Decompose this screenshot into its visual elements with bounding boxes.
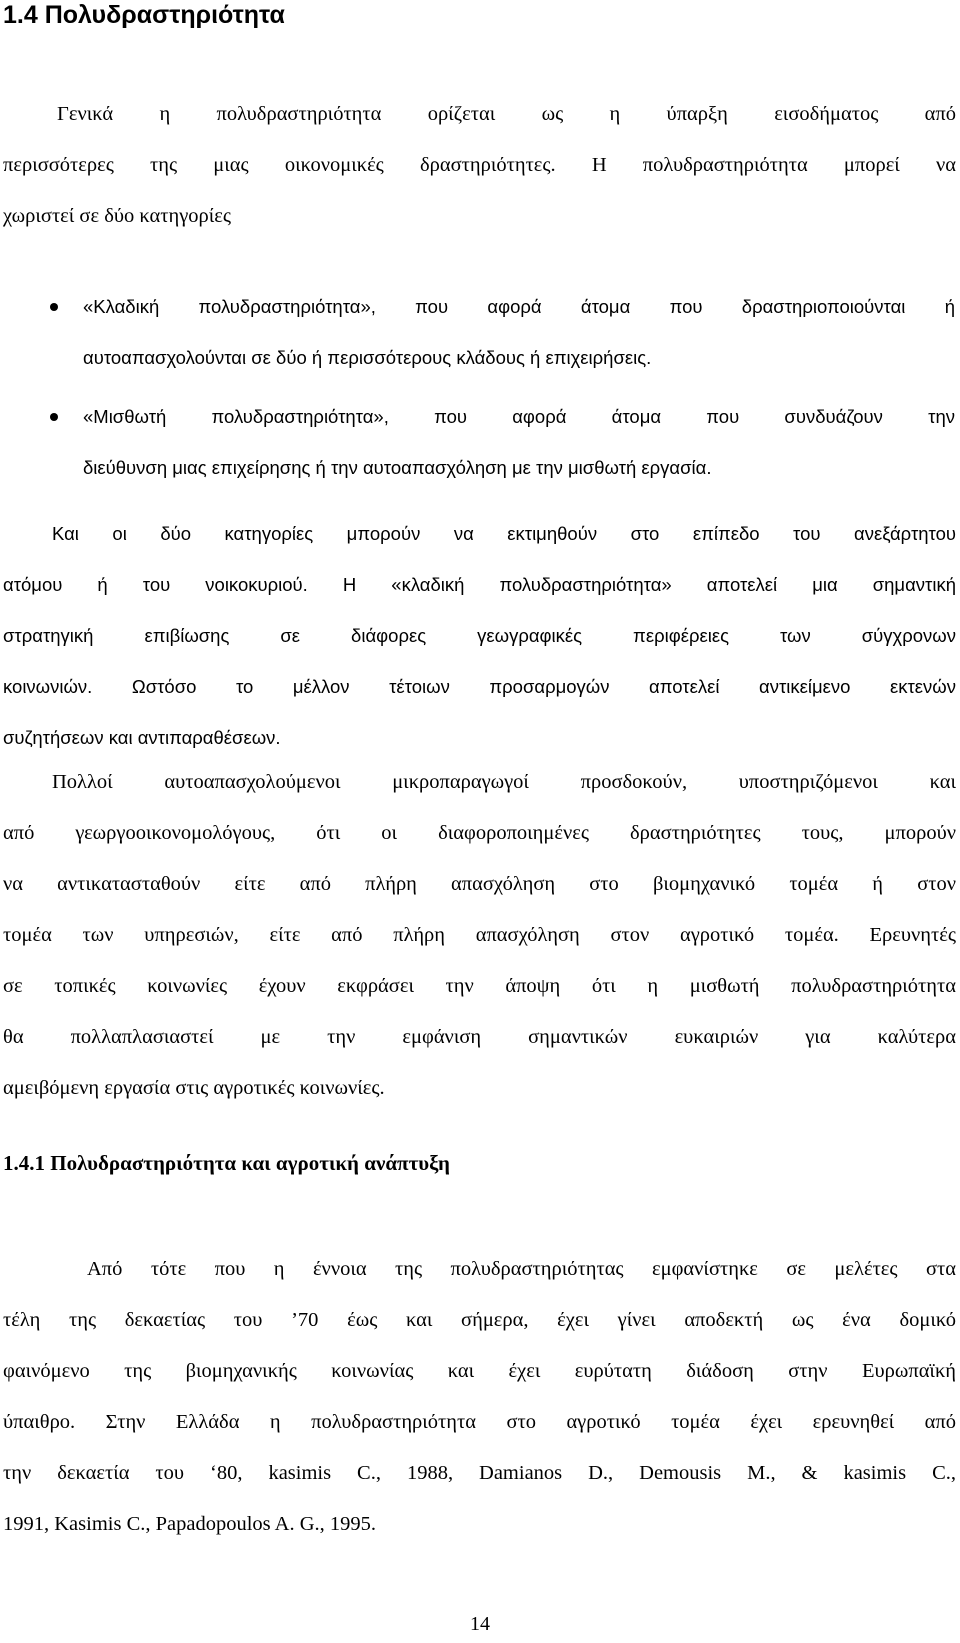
bullet-line: αυτοαπασχολούνται σε δύο ή περισσότερους κλάδους ή επιχειρήσεις. [83,347,652,368]
paragraph-line: θα πολλαπλασιαστεί με την εμφάνιση σημαντικών ευκαιριών για καλύτερα [3,1026,956,1048]
bullet-text [83,391,955,493]
paragraph-line: την δεκαετία του ‘80, kasimis C., 1988, Damianos D., Demousis M., & kasimis C., [3,1462,956,1484]
section-heading: 1.4 Πολυδραστηριότητα [3,1,285,29]
paragraph-line: τομέα των υπηρεσιών, είτε από πλήρη απασχόληση στον αγροτικό τομέα. Ερευνητές [3,924,956,946]
paragraph-line: κοινωνιών. Ωστόσο το μέλλον τέτοιων προσαρμογών αποτελεί αντικείμενο εκτενών [3,676,956,697]
bullet-dot-icon [50,303,58,311]
intro-line: χωριστεί σε δύο κατηγορίες [3,205,232,227]
intro-paragraph [3,89,956,242]
paragraph-rural-development [3,1244,956,1550]
subsection-heading: 1.4.1 Πολυδραστηριότητα και αγροτική ανάπτυξη [3,1151,450,1175]
paragraph-line: Και οι δύο κατηγορίες μπορούν να εκτιμηθούν στο επίπεδο του ανεξάρτητου [52,523,956,544]
paragraph-line: αμειβόμενη εργασία στις αγροτικές κοινωνίες. [3,1077,385,1099]
bullet-line: «Μισθωτή πολυδραστηριότητα», που αφορά άτομα που συνδυάζουν την [83,406,955,427]
paragraph-line: φαινόμενο της βιομηχανικής κοινωνίας και έχει ευρύτατη διάδοση στην Ευρωπαϊκή [3,1360,956,1382]
paragraph-line: Από τότε που η έννοια της πολυδραστηριότητας εμφανίστηκε σε μελέτες στα [87,1258,956,1280]
paragraph-line: 1991, Kasimis C., Papadopoulos A. G., 1995. [3,1513,376,1535]
paragraph-line: να αντικατασταθούν είτε από πλήρη απασχόληση στο βιομηχανικό τομέα ή στον [3,873,956,895]
paragraph-line: Πολλοί αυτοαπασχολούμενοι μικροπαραγωγοί προσδοκούν, υποστηριζόμενοι και [52,771,956,793]
paragraph-line: ύπαιθρο. Στην Ελλάδα η πολυδραστηριότητα στο αγροτικό τομέα έχει ερευνηθεί από [3,1411,956,1433]
paragraph-line: στρατηγική επιβίωσης σε διάφορες γεωγραφικές περιφέρειες των σύγχρονων [3,625,956,646]
bullet-text [83,281,955,383]
paragraph-producers [3,757,956,1114]
page-number: 14 [470,1613,490,1635]
bullet-line: διεύθυνση μιας επιχείρησης ή την αυτοαπασχόληση με την μισθωτή εργασία. [83,457,712,478]
paragraph-line: συζητήσεων και αντιπαραθέσεων. [3,727,281,748]
paragraph-line: από γεωργοοικονομολόγους, ότι οι διαφοροποιημένες δραστηριότητες τους, μπορούν [3,822,956,844]
paragraph-line: τέλη της δεκαετίας του ’70 έως και σήμερα, έχει γίνει αποδεκτή ως ένα δομικό [3,1309,956,1331]
paragraph-line: σε τοπικές κοινωνίες έχουν εκφράσει την άποψη ότι η μισθωτή πολυδραστηριότητα [3,975,956,997]
paragraph-categories [3,508,956,763]
paragraph-line: ατόμου ή του νοικοκυριού. Η «κλαδική πολυδραστηριότητα» αποτελεί μια σημαντική [3,574,956,595]
bullet-line: «Κλαδική πολυδραστηριότητα», που αφορά άτομα που δραστηριοποιούνται ή [83,296,955,317]
intro-line: περισσότερες της μιας οικονομικές δραστηριότητες. Η πολυδραστηριότητα μπορεί να [3,154,956,176]
bullet-dot-icon [50,413,58,421]
intro-line: Γενικά η πολυδραστηριότητα ορίζεται ως η ύπαρξη εισοδήματος από [57,103,956,125]
